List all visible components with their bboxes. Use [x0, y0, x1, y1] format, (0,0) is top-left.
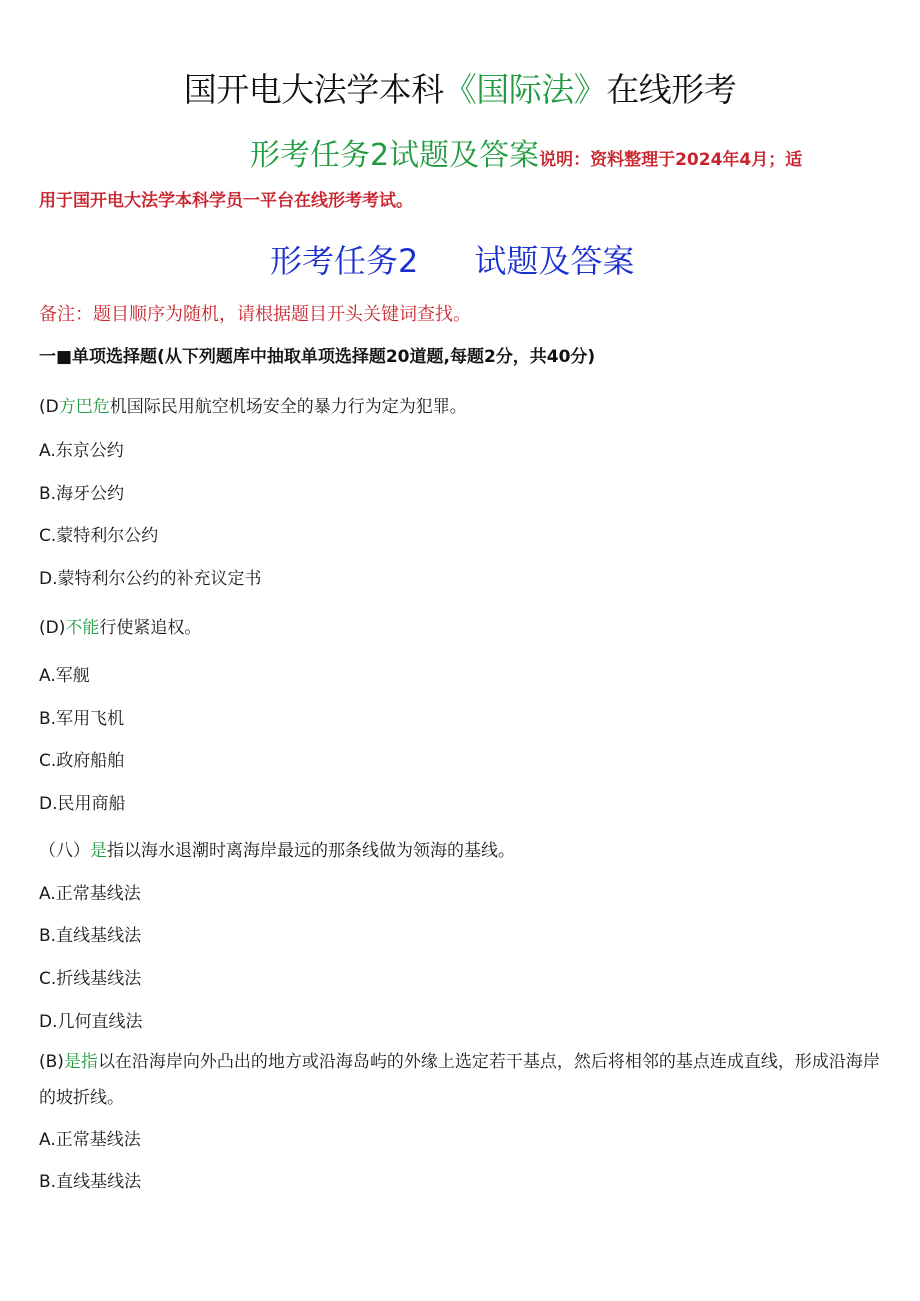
subtitle-note-continued: 用于国开电大法学本科学员一平台在线形考考试。 [39, 191, 413, 211]
option-item: C.折线基线法 [39, 969, 142, 989]
option-item: D.蒙特利尔公约的补充议定书 [39, 569, 262, 589]
title-prefix: 国开电大法学本科 [183, 70, 444, 109]
option-item: D.民用商船 [39, 794, 126, 814]
option-item: A.正常基线法 [39, 1130, 141, 1150]
question-text: 行使紧追权。 [99, 618, 202, 638]
question-keyword: 方巴危 [58, 397, 110, 417]
title-suffix: 在线形考 [606, 70, 737, 109]
page-title [0, 64, 920, 111]
option-item: A.东京公约 [39, 441, 124, 461]
option-item: B.军用飞机 [39, 709, 125, 729]
subtitle-note: 说明：资料整理于2024年4月；适 [539, 150, 803, 170]
question-3 [39, 836, 515, 861]
subtitle-main: 形考任务2试题及答案 [250, 138, 540, 173]
subtitle2-right: 试题及答案 [474, 242, 635, 280]
option-item: A.军舰 [39, 666, 90, 686]
question-answer-prefix: （八） [39, 841, 90, 861]
subtitle-secondary [270, 236, 634, 282]
title-highlight: 《国际法》 [443, 70, 607, 109]
question-text: 指以海水退潮时离海岸最远的那条线做为领海的基线。 [107, 841, 515, 861]
section-heading: 一■单项选择题(从下列题库中抽取单项选择题20道题,每题2分，共40分) [39, 347, 596, 367]
option-item: D.几何直线法 [39, 1012, 143, 1032]
option-item: B.直线基线法 [39, 926, 142, 946]
question-keyword: 是指 [63, 1052, 98, 1072]
option-item: A.正常基线法 [39, 884, 141, 904]
option-item: C.蒙特利尔公约 [39, 526, 159, 546]
option-item: B.海牙公约 [39, 484, 125, 504]
question-answer-prefix: (B) [39, 1052, 64, 1072]
question-4 [39, 1044, 889, 1116]
remark-note: 备注：题目顺序为随机，请根据题目开头关键词查找。 [39, 304, 471, 325]
question-2 [39, 613, 201, 638]
option-item: C.政府船舶 [39, 751, 125, 771]
question-keyword: 是 [90, 841, 107, 861]
option-item: B.直线基线法 [39, 1172, 142, 1192]
subtitle2-left: 形考任务2 [270, 242, 419, 280]
subtitle-line [250, 130, 890, 174]
question-text: 机国际民用航空机场安全的暴力行为定为犯罪。 [109, 397, 467, 417]
question-text: 以在沿海岸向外凸出的地方或沿海岛屿的外缘上选定若干基点，然后将相邻的基点连成直线，形成沿海岸的坡折线。 [39, 1052, 880, 1108]
question-1 [39, 392, 467, 417]
question-answer-prefix: (D [39, 397, 59, 417]
question-keyword: 不能 [65, 618, 100, 638]
question-answer-prefix: (D) [39, 618, 66, 638]
